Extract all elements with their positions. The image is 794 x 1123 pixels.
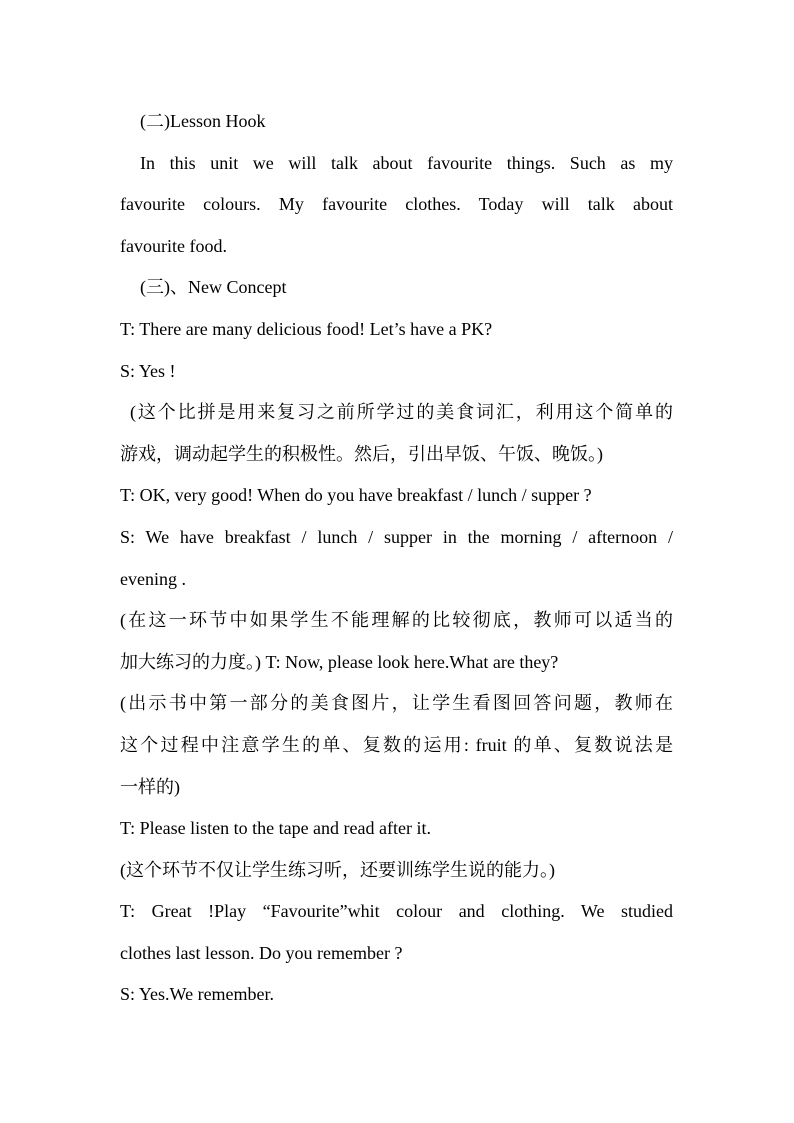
text-line: T: Great !Play “Favourite”whit colour and clothing. We studied (120, 901, 673, 922)
text-line: In this unit we will talk about favourite things. Such as my (140, 152, 673, 173)
text-line: (三)、New Concept (140, 277, 287, 298)
text-line: (这个环节不仅让学生练习听，还要训练学生说的能力。) (120, 859, 555, 880)
text-line: S: Yes ! (120, 360, 176, 381)
lesson-plan-body (120, 101, 673, 1016)
text-line: T: Please listen to the tape and read after it. (120, 818, 431, 839)
text-line: 加大练习的力度。) T: Now, please look here.What are they? (120, 651, 559, 672)
text-line: favourite colours. My favourite clothes. Today will talk about (120, 194, 673, 215)
text-line: T: There are many delicious food! Let’s have a PK? (120, 318, 493, 339)
text-line: clothes last lesson. Do you remember ? (120, 942, 403, 963)
text-line: (在这一环节中如果学生不能理解的比较彻底，教师可以适当的 (120, 610, 673, 631)
text-line: S: Yes.We remember. (120, 984, 275, 1005)
text-line: T: OK, very good! When do you have breakfast / lunch / supper ? (120, 485, 592, 506)
text-line: S: We have breakfast / lunch / supper in the morning / afternoon / (120, 526, 673, 547)
text-line: 游戏，调动起学生的积极性。然后，引出早饭、午饭、晚饭。) (120, 443, 603, 464)
text-line: favourite food. (120, 235, 227, 256)
text-line: (二)Lesson Hook (140, 111, 266, 131)
text-line: 一样的) (120, 776, 180, 797)
text-line: (这个比拼是用来复习之前所学过的美食词汇，利用这个简单的 (130, 402, 673, 423)
text-line: evening . (120, 568, 186, 589)
text-line: 这个过程中注意学生的单、复数的运用: fruit 的单、复数说法是 (120, 734, 673, 755)
text-line: (出示书中第一部分的美食图片，让学生看图回答问题，教师在 (120, 693, 673, 714)
